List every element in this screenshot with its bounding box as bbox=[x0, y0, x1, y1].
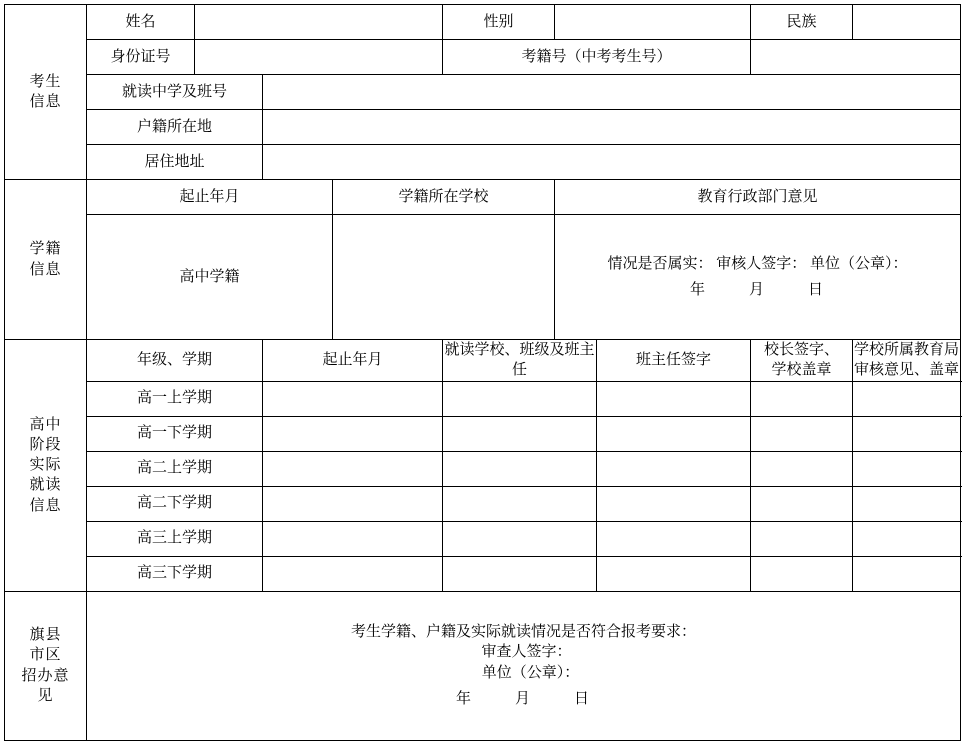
label-ethnicity: 民族 bbox=[751, 5, 853, 40]
cell-bureau-grade1-term2[interactable] bbox=[853, 416, 961, 451]
cell-teacher-sign-grade3-term2[interactable] bbox=[597, 556, 751, 591]
county-opinion-line-requirements: 考生学籍、户籍及实际就读情况是否符合报考要求： bbox=[351, 624, 697, 640]
row-label-grade2-term2: 高二下学期 bbox=[87, 486, 263, 521]
cell-bureau-grade3-term1[interactable] bbox=[853, 521, 961, 556]
cell-period-grade1-term1[interactable] bbox=[263, 381, 443, 416]
row-label-grade3-term2: 高三下学期 bbox=[87, 556, 263, 591]
section-label-student-info: 考生 信息 bbox=[5, 5, 87, 180]
section-label-registration-info: 学籍 信息 bbox=[5, 180, 87, 340]
cell-school-grade2-term1[interactable] bbox=[443, 451, 597, 486]
header-principal-signature: 校长签字、 学校盖章 bbox=[751, 340, 853, 382]
date-month-label: 月 bbox=[515, 690, 533, 707]
cell-principal-sign-grade1-term2[interactable] bbox=[751, 416, 853, 451]
county-opinion-line-reviewer-signature: 审查人签字： bbox=[481, 644, 572, 661]
cell-period-grade2-term1[interactable] bbox=[263, 451, 443, 486]
row-label-grade1-term1: 高一上学期 bbox=[87, 381, 263, 416]
table-row bbox=[5, 486, 961, 521]
cell-school-grade2-term2[interactable] bbox=[443, 486, 597, 521]
opinion-line-unit-seal: 单位（公章）： bbox=[810, 255, 908, 272]
label-gender: 性别 bbox=[443, 5, 555, 40]
county-opinion-date-line bbox=[87, 683, 960, 709]
section-label-county-opinion: 旗县 市区 招办意 见 bbox=[5, 591, 87, 740]
header-bureau-opinion: 学校所属教育局 审核意见、盖章 bbox=[853, 340, 961, 382]
cell-bureau-grade2-term1[interactable] bbox=[853, 451, 961, 486]
field-registration-opinion[interactable] bbox=[555, 215, 961, 340]
cell-teacher-sign-grade2-term2[interactable] bbox=[597, 486, 751, 521]
cell-principal-sign-grade2-term2[interactable] bbox=[751, 486, 853, 521]
field-residence-address-value[interactable] bbox=[263, 145, 961, 180]
table-row bbox=[5, 5, 961, 40]
cell-period-grade3-term2[interactable] bbox=[263, 556, 443, 591]
field-gender-value[interactable] bbox=[555, 5, 751, 40]
table-row bbox=[5, 180, 961, 215]
cell-school-grade1-term1[interactable] bbox=[443, 381, 597, 416]
cell-teacher-sign-grade3-term1[interactable] bbox=[597, 521, 751, 556]
table-row bbox=[5, 215, 961, 340]
label-name: 姓名 bbox=[87, 5, 195, 40]
header-school-class-teacher: 就读学校、班级及班主任 bbox=[443, 340, 597, 382]
label-high-school-registration: 高中学籍 bbox=[87, 215, 333, 340]
table-row bbox=[5, 110, 961, 145]
cell-teacher-sign-grade1-term1[interactable] bbox=[597, 381, 751, 416]
table-row bbox=[5, 451, 961, 486]
field-county-opinion[interactable] bbox=[87, 591, 961, 740]
registration-date-line bbox=[555, 274, 960, 300]
cell-school-grade3-term1[interactable] bbox=[443, 521, 597, 556]
date-year-label: 年 bbox=[690, 282, 708, 298]
cell-principal-sign-grade2-term1[interactable] bbox=[751, 451, 853, 486]
date-day-label: 日 bbox=[574, 690, 592, 707]
opinion-line-reviewer-signature: 审核人签字： bbox=[716, 255, 807, 272]
table-row bbox=[5, 381, 961, 416]
header-grade-term: 年级、学期 bbox=[87, 340, 263, 382]
table-row bbox=[5, 556, 961, 591]
field-ethnicity-value[interactable] bbox=[853, 5, 961, 40]
table-row bbox=[5, 145, 961, 180]
field-exam-number-value[interactable] bbox=[751, 40, 961, 75]
county-opinion-line-unit-seal: 单位（公章）： bbox=[481, 664, 580, 681]
cell-principal-sign-grade3-term2[interactable] bbox=[751, 556, 853, 591]
header-registration-school: 学籍所在学校 bbox=[333, 180, 555, 215]
cell-bureau-grade2-term2[interactable] bbox=[853, 486, 961, 521]
cell-period-grade3-term1[interactable] bbox=[263, 521, 443, 556]
table-row bbox=[5, 75, 961, 110]
row-label-grade1-term2: 高一下学期 bbox=[87, 416, 263, 451]
cell-period-grade1-term2[interactable] bbox=[263, 416, 443, 451]
cell-period-grade2-term2[interactable] bbox=[263, 486, 443, 521]
table-row bbox=[5, 416, 961, 451]
cell-principal-sign-grade1-term1[interactable] bbox=[751, 381, 853, 416]
label-school-and-class: 就读中学及班号 bbox=[87, 75, 263, 110]
student-registration-form bbox=[4, 4, 961, 741]
cell-school-grade3-term2[interactable] bbox=[443, 556, 597, 591]
date-year-label: 年 bbox=[455, 690, 473, 707]
date-month-label: 月 bbox=[749, 282, 767, 298]
label-id-number: 身份证号 bbox=[87, 40, 195, 75]
cell-teacher-sign-grade2-term1[interactable] bbox=[597, 451, 751, 486]
row-label-grade3-term1: 高三上学期 bbox=[87, 521, 263, 556]
label-residence-address: 居住地址 bbox=[87, 145, 263, 180]
table-row bbox=[5, 340, 961, 382]
header-actual-period: 起止年月 bbox=[263, 340, 443, 382]
table-row bbox=[5, 40, 961, 75]
header-registration-opinion: 教育行政部门意见 bbox=[555, 180, 961, 215]
cell-bureau-grade3-term2[interactable] bbox=[853, 556, 961, 591]
table-row bbox=[5, 521, 961, 556]
table-row bbox=[5, 591, 961, 740]
cell-principal-sign-grade3-term1[interactable] bbox=[751, 521, 853, 556]
date-day-label: 日 bbox=[808, 282, 826, 298]
cell-bureau-grade1-term1[interactable] bbox=[853, 381, 961, 416]
opinion-line-truthful: 情况是否属实： bbox=[607, 255, 713, 272]
section-label-high-school-actual: 高中 阶段 实际 就读 信息 bbox=[5, 340, 87, 592]
field-id-number-value[interactable] bbox=[195, 40, 443, 75]
cell-teacher-sign-grade1-term2[interactable] bbox=[597, 416, 751, 451]
label-exam-number: 考籍号（中考考生号） bbox=[443, 40, 751, 75]
field-household-location-value[interactable] bbox=[263, 110, 961, 145]
field-name-value[interactable] bbox=[195, 5, 443, 40]
cell-school-grade1-term2[interactable] bbox=[443, 416, 597, 451]
header-teacher-signature: 班主任签字 bbox=[597, 340, 751, 382]
row-label-grade2-term1: 高二上学期 bbox=[87, 451, 263, 486]
label-household-location: 户籍所在地 bbox=[87, 110, 263, 145]
field-school-and-class-value[interactable] bbox=[263, 75, 961, 110]
header-registration-period: 起止年月 bbox=[87, 180, 333, 215]
field-registration-school-value[interactable] bbox=[333, 215, 555, 340]
